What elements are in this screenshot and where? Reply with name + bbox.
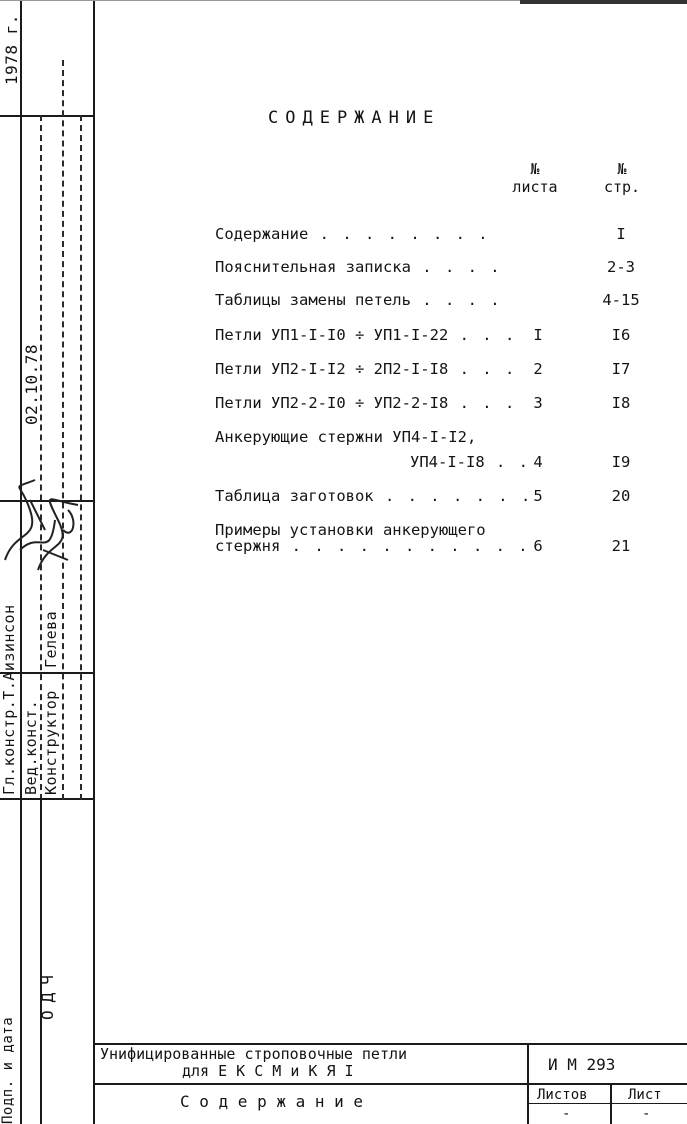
toc-row	[215, 537, 530, 555]
toc-sheet-number: I	[533, 326, 543, 344]
toc-leader-dots: . . . .	[410, 291, 502, 309]
stamp-divider	[527, 1043, 529, 1124]
stamp-divider-2	[610, 1083, 612, 1124]
toc-row	[215, 258, 502, 276]
toc-leader-dots: . . .	[448, 394, 517, 412]
toc-row	[215, 360, 516, 378]
toc-page-number: 21	[611, 537, 631, 555]
header-page-no	[592, 160, 652, 196]
gl-constructor-text: Гл.констр.Т.Аизинсон	[0, 604, 18, 795]
stamp-sheet-label: Лист	[628, 1087, 662, 1103]
archive-label-text: Подп. и дата	[0, 1016, 16, 1124]
signature-scribble-2	[28, 490, 88, 580]
toc-entry-text: Петли УП1-I-I0 ÷ УП1-I-22	[215, 326, 449, 344]
toc-sheet-number: 5	[533, 487, 543, 505]
header-page-label: стр.	[603, 178, 641, 196]
toc-row	[410, 453, 530, 471]
date-text: 02.10.78	[22, 343, 41, 425]
toc-row	[215, 326, 516, 344]
toc-page-number: I9	[611, 453, 631, 471]
strip-vline-archive	[40, 798, 42, 1124]
toc-leader-dots: . . .	[448, 326, 517, 344]
toc-entry-text: Петли УП2-2-I0 ÷ УП2-2-I8	[215, 394, 449, 412]
year-text: 1978 г.	[2, 14, 21, 85]
toc-row	[215, 394, 516, 412]
code-vertical-text: ОДЧ	[38, 967, 57, 1020]
stamp-doc-code: И М 293	[548, 1055, 616, 1074]
toc-sheet-number: 4	[533, 453, 543, 471]
strip-dash-3	[80, 115, 82, 800]
toc-sheet-number: 6	[533, 537, 543, 555]
toc-entry-text: УП4-I-I8	[410, 453, 485, 471]
toc-row	[215, 487, 532, 505]
stamp-sheets-value: -	[562, 1106, 571, 1122]
frame-inner-line	[93, 0, 95, 1124]
toc-leader-dots: . . . . . . . . . . .	[280, 537, 530, 555]
stamp-sheet-title: С о д е р ж а н и е	[180, 1092, 364, 1111]
constructor-name-text: Гелева	[42, 610, 60, 668]
toc-row	[215, 428, 476, 446]
toc-page-number: 2-3	[607, 258, 635, 276]
stamp-sheets-label: Листов	[537, 1087, 588, 1103]
toc-page-number: I8	[611, 394, 631, 412]
toc-entry-text: Анкерующие стержни УП4-I-I2,	[215, 428, 477, 446]
toc-leader-dots: . . .	[448, 360, 517, 378]
stamp-right-mid	[527, 1103, 687, 1104]
constructor-text: Конструктор	[42, 690, 60, 795]
toc-page-number: 4-15	[602, 291, 640, 309]
top-right-smudge	[520, 0, 687, 4]
toc-entry-text: Петли УП2-I-I2 ÷ 2П2-I-I8	[215, 360, 449, 378]
header-sheet-symbol: №	[530, 160, 540, 178]
toc-row	[215, 225, 490, 243]
header-sheet-no	[500, 160, 570, 196]
toc-row	[215, 291, 502, 309]
toc-page-number: I7	[611, 360, 631, 378]
toc-entry-text: Содержание	[215, 225, 309, 243]
toc-page-number: 20	[611, 487, 631, 505]
toc-page-number: I6	[611, 326, 631, 344]
toc-entry-text: стержня	[215, 537, 281, 555]
toc-entry-text: Пояснительная записка	[215, 258, 411, 276]
toc-entry-text: Примеры установки анкерующего	[215, 521, 486, 539]
strip-dash-2	[62, 60, 64, 800]
lead-constructor-text: Вед.конст.	[22, 699, 40, 795]
toc-entry-text: Таблицы замены петель	[215, 291, 411, 309]
toc-leader-dots: . . . .	[410, 258, 502, 276]
toc-sheet-number: 3	[533, 394, 543, 412]
toc-leader-dots: . . . . . . . .	[308, 225, 490, 243]
toc-leader-dots: . . . . . . .	[373, 487, 533, 505]
toc-leader-dots: . .	[484, 453, 530, 471]
header-sheet-label: листа	[512, 178, 558, 196]
stamp-name-line2: для Е К С М и К Я I	[182, 1062, 354, 1080]
stamp-sheet-value: -	[642, 1106, 651, 1122]
document-title: СОДЕРЖАНИЕ	[268, 108, 441, 128]
stamp-name-line1: Унифицированные строповочные петли	[100, 1045, 408, 1063]
toc-sheet-number: 2	[533, 360, 543, 378]
toc-entry-text: Таблица заготовок	[215, 487, 374, 505]
stamp-mid-line	[93, 1083, 687, 1085]
header-page-symbol: №	[617, 160, 627, 178]
toc-page-number: I	[616, 225, 626, 243]
